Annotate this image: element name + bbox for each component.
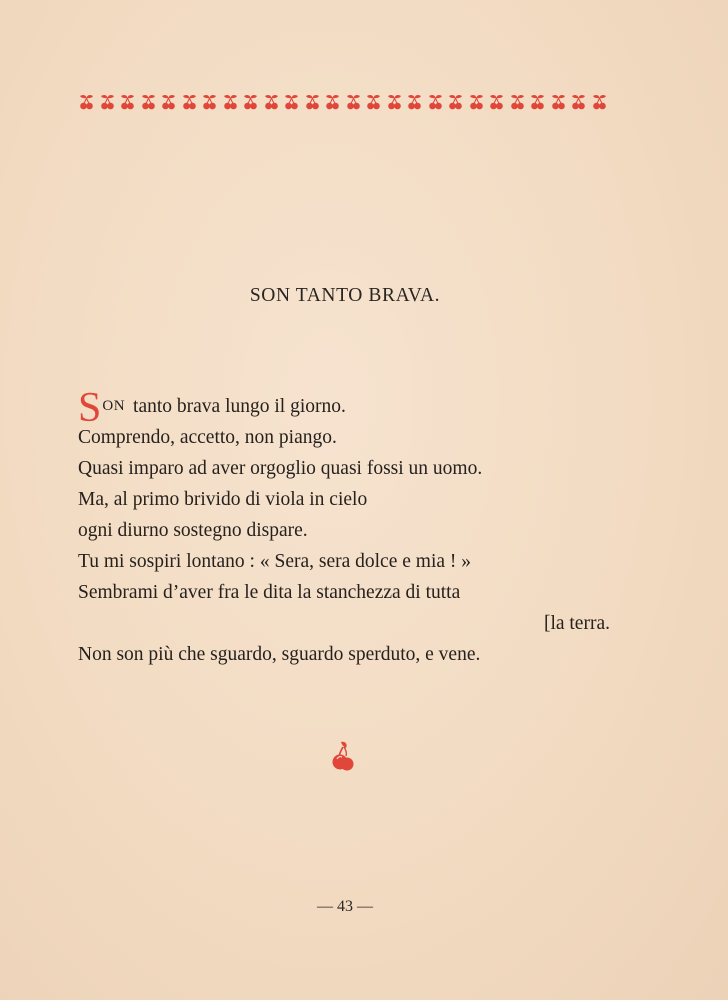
first-word-rest: ON — [102, 398, 126, 414]
cherry-ornament-icon — [99, 93, 116, 111]
cherry-ornament-icon — [406, 93, 423, 111]
poem-title: SON TANTO BRAVA. — [249, 285, 441, 306]
cherry-ornament-icon — [488, 93, 505, 111]
cherry-ornament-icon — [365, 93, 382, 111]
cherry-ornament-icon — [386, 93, 403, 111]
cherry-ornament-icon — [119, 93, 136, 111]
poem-line-5: ogni diurno sostegno dispare. — [78, 520, 308, 541]
page-number: — 43 — — [317, 898, 373, 915]
cherry-ornament-icon — [591, 93, 608, 111]
cherry-ornament-icon — [201, 93, 218, 111]
cherry-ornament-icon — [345, 93, 362, 111]
cherry-ornament-icon — [509, 93, 526, 111]
poem-line-3: Quasi imparo ad aver orgoglio quasi fossi un uomo. — [78, 458, 483, 479]
cherry-ornament-band — [78, 91, 608, 113]
first-line-text: tanto brava lungo il giorno. — [133, 396, 346, 417]
cherry-ornament-icon — [529, 93, 546, 111]
cherry-ornament-icon — [304, 93, 321, 111]
poem-line-4: Ma, al primo brivido di viola in cielo — [78, 489, 368, 510]
cherry-ornament-icon — [242, 93, 259, 111]
cherry-ornament-icon — [222, 93, 239, 111]
cherry-ornament-icon — [447, 93, 464, 111]
cherry-ornament-icon — [181, 93, 198, 111]
cherry-ornament-icon — [160, 93, 177, 111]
drop-cap: S — [78, 385, 102, 431]
cherry-ornament-icon — [324, 93, 341, 111]
poem-line-6: Tu mi sospiri lontano : « Sera, sera dolce e mia ! » — [78, 551, 472, 572]
cherry-ornament-icon — [283, 93, 300, 111]
poem-line-continuation: [la terra. — [543, 613, 610, 634]
poem-line-2: Comprendo, accetto, non piango. — [78, 427, 337, 448]
cherry-ornament-icon — [468, 93, 485, 111]
poem-line-1 — [78, 378, 618, 431]
cherry-ornament-icon — [427, 93, 444, 111]
poem-line-7: Sembrami d’aver fra le dita la stanchezza di tutta — [78, 582, 461, 603]
cherry-ornament-icon — [140, 93, 157, 111]
cherry-ornament-icon — [263, 93, 280, 111]
cherry-ornament-icon — [550, 93, 567, 111]
poem-line-last: Non son più che sguardo, sguardo sperduto, e vene. — [78, 644, 481, 665]
poem-body — [78, 378, 618, 670]
cherry-ornament-icon — [78, 93, 95, 111]
cherry-fleuron-icon — [331, 740, 355, 774]
cherry-ornament-icon — [570, 93, 587, 111]
